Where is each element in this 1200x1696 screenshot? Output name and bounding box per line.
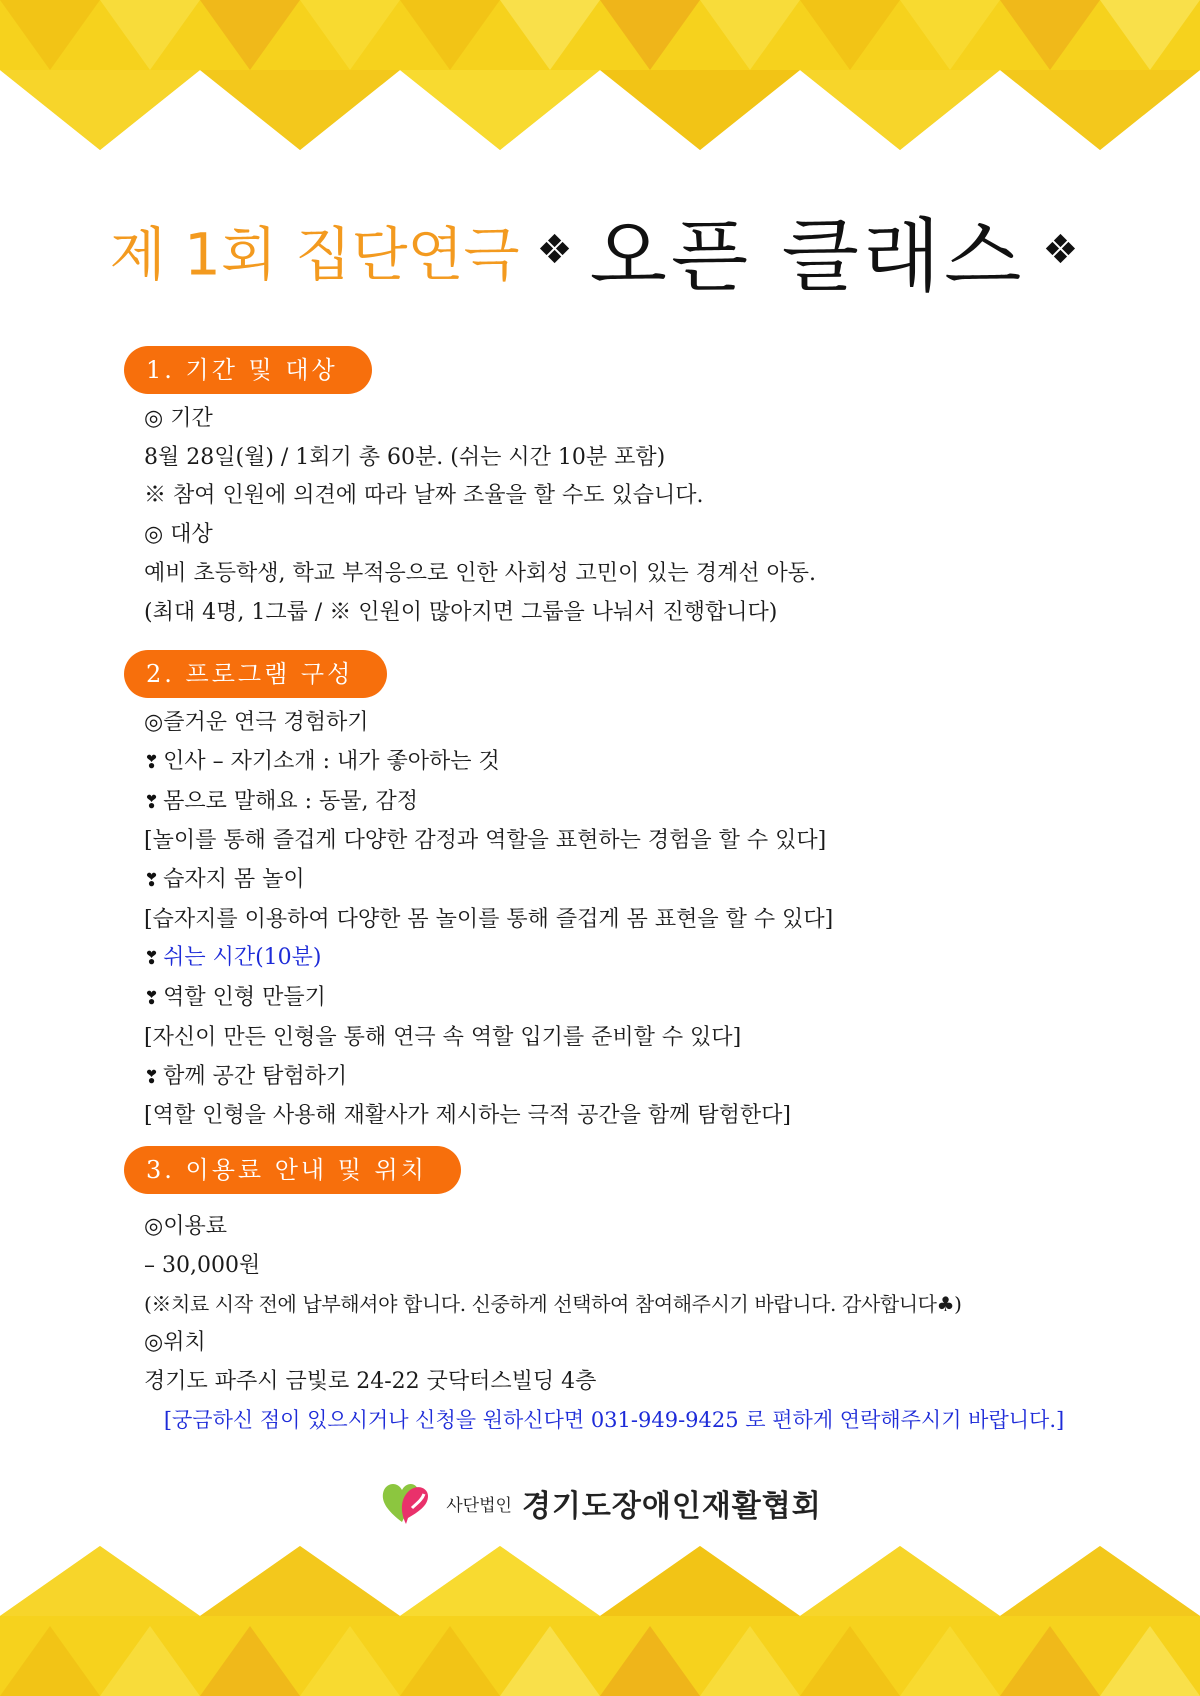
list-item: 예비 초등학생, 학교 부적응으로 인한 사회성 고민이 있는 경계선 아동. — [144, 560, 816, 586]
section-heading: 1. 기간 및 대상 — [124, 346, 372, 394]
list-item: [역할 인형을 사용해 재활사가 제시하는 극적 공간을 함께 탐험한다] — [144, 1103, 791, 1129]
diamond-ornament-icon: ❖ — [536, 226, 573, 273]
contact-note: [궁금하신 점이 있으시거나 신청을 원하신다면 031-949-9425 로 편하게 연락해주시기 바랍니다.] — [163, 1408, 1065, 1433]
heart-bullet-icon: ❣ — [144, 948, 160, 970]
top-decorative-band — [0, 0, 1200, 160]
section-period-target — [124, 346, 1104, 632]
list-item: ❣ 몸으로 말해요 : 동물, 감정 — [124, 783, 1104, 823]
list-item: 8월 28일(월) / 1회기 총 60분. (쉬는 시간 10분 포함) — [144, 444, 666, 470]
org-name: 경기도장애인재활협회 — [521, 1489, 822, 1524]
diamond-ornament-icon: ❖ — [1042, 226, 1079, 273]
section-fee-location — [124, 1146, 1104, 1440]
triangle-pattern-bottom — [0, 1536, 1200, 1696]
heart-bullet-icon: ❣ — [144, 751, 160, 773]
list-item: ◎즐거운 연극 경험하기 — [144, 710, 369, 736]
heart-bullet-icon: ❣ — [144, 1066, 160, 1088]
bottom-decorative-band — [0, 1536, 1200, 1696]
list-item: ❣ 습자지 몸 놀이 — [124, 861, 1104, 901]
list-item: – 30,000원 — [144, 1252, 261, 1278]
org-prefix: 사단법인 — [446, 1495, 512, 1516]
list-item: ◎위치 — [144, 1330, 206, 1356]
list-item: ❣ 쉬는 시간(10분) — [124, 939, 1104, 979]
section-heading: 2. 프로그램 구성 — [124, 650, 387, 698]
org-logo — [378, 1478, 822, 1528]
list-item: ❣ 역할 인형 만들기 — [124, 979, 1104, 1019]
page-title: 오픈 클래스 — [589, 210, 1026, 303]
list-item: ◎ 기간 — [144, 406, 213, 431]
triangle-pattern-top — [0, 0, 1200, 160]
list-item: 경기도 파주시 금빛로 24-22 굿닥터스빌딩 4층 — [144, 1368, 597, 1394]
list-item: (※치료 시작 전에 납부해셔야 합니다. 신중하게 선택하여 참여해주시기 바랍니다. 감사합니다♣) — [144, 1292, 962, 1317]
list-item: ◎이용료 — [144, 1213, 227, 1239]
heart-bullet-icon: ❣ — [144, 791, 160, 813]
heart-bullet-icon: ❣ — [144, 870, 160, 892]
list-item: ※ 참여 인원에 의견에 따라 날짜 조율을 할 수도 있습니다. — [144, 483, 704, 509]
list-item: (최대 4명, 1그룹 / ※ 인원이 많아지면 그룹을 나눠서 진행합니다) — [144, 599, 778, 625]
heart-logo-icon — [378, 1478, 436, 1528]
section-program — [124, 650, 1104, 1136]
section-heading: 3. 이용료 안내 및 위치 — [124, 1146, 461, 1194]
list-item: [놀이를 통해 즐겁게 다양한 감정과 역할을 표현하는 경험을 할 수 있다] — [144, 828, 827, 854]
heart-bullet-icon: ❣ — [144, 988, 160, 1010]
title-accent: 제 1회 집단연극 — [109, 220, 520, 289]
list-item: [습자지를 이용하여 다양한 몸 놀이를 통해 즐겁게 몸 표현을 할 수 있다] — [144, 906, 834, 932]
list-item: [자신이 만든 인형을 통해 연극 속 역할 입기를 준비할 수 있다] — [144, 1024, 742, 1050]
list-item: ◎ 대상 — [144, 522, 213, 548]
list-item: ❣ 함께 공간 탐험하기 — [124, 1058, 1104, 1098]
content — [124, 346, 1104, 1439]
title-row — [0, 192, 1200, 307]
list-item: ❣ 인사 – 자기소개 : 내가 좋아하는 것 — [124, 743, 1104, 783]
